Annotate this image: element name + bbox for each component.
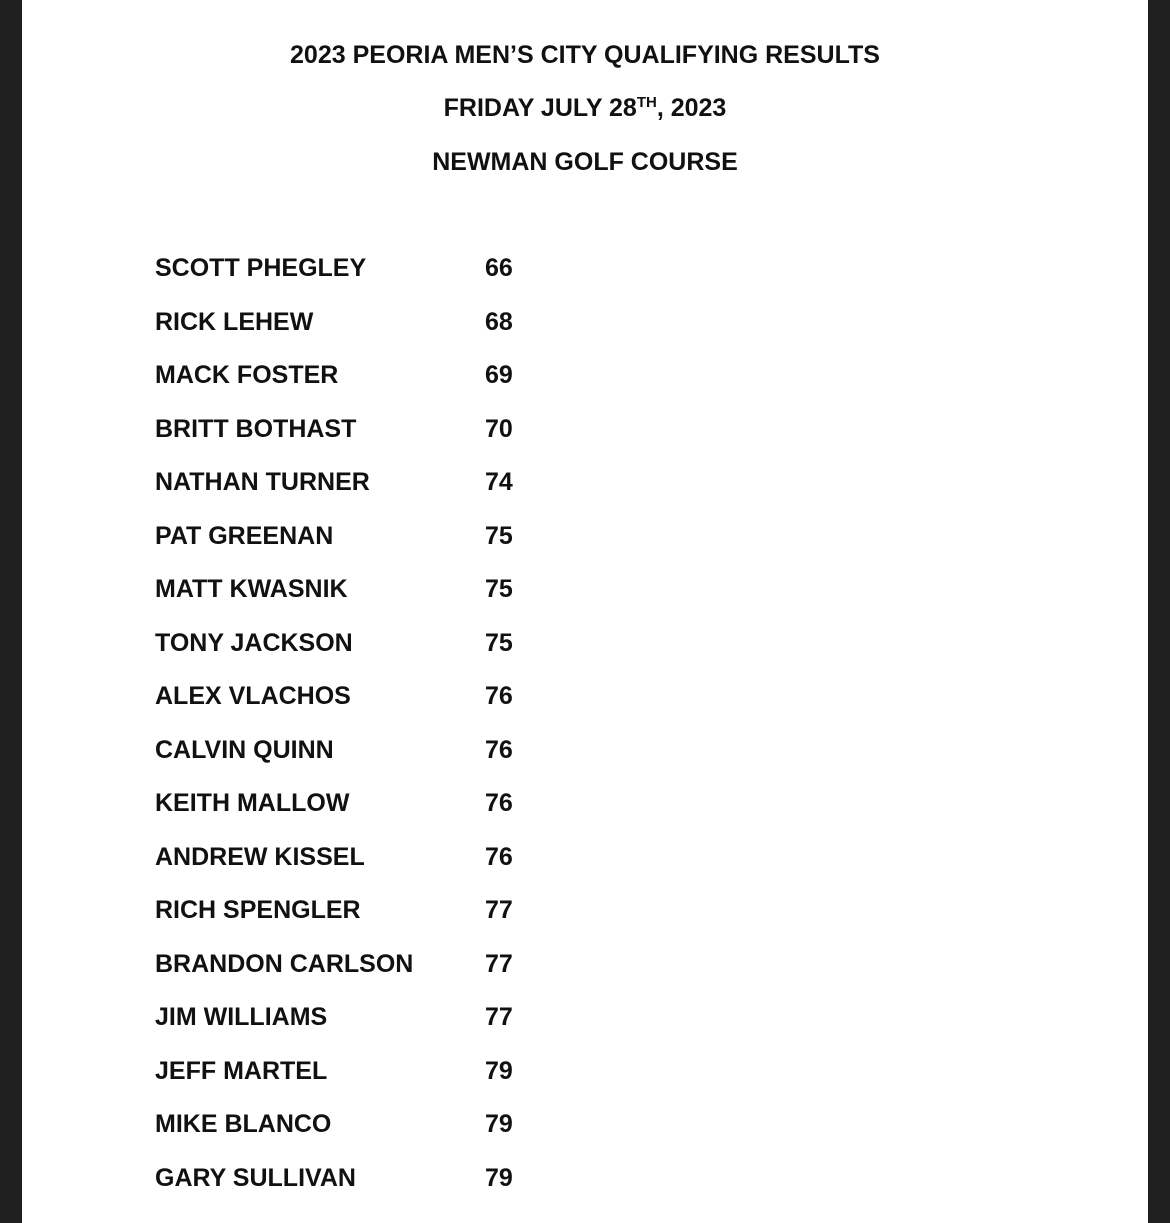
event-date-ordinal-suffix: TH bbox=[636, 94, 657, 111]
result-row bbox=[155, 681, 575, 711]
result-row bbox=[155, 1109, 575, 1139]
player-name: JIM WILLIAMS bbox=[155, 1003, 328, 1031]
player-name: SCOTT PHEGLEY bbox=[155, 254, 367, 282]
result-row bbox=[155, 949, 575, 979]
result-row bbox=[155, 735, 575, 765]
result-row bbox=[155, 788, 575, 818]
player-score: 69 bbox=[485, 361, 513, 389]
player-score: 76 bbox=[485, 682, 513, 710]
player-score: 79 bbox=[485, 1057, 513, 1085]
result-row bbox=[155, 360, 575, 390]
player-name: ALEX VLACHOS bbox=[155, 682, 351, 710]
player-name: RICH SPENGLER bbox=[155, 896, 361, 924]
venue-name: NEWMAN GOLF COURSE bbox=[432, 148, 738, 176]
player-score: 68 bbox=[485, 308, 513, 336]
player-score: 75 bbox=[485, 575, 513, 603]
result-row bbox=[155, 842, 575, 872]
player-name: MACK FOSTER bbox=[155, 361, 339, 389]
player-name: ANDREW KISSEL bbox=[155, 843, 365, 871]
result-row bbox=[155, 628, 575, 658]
player-name: NATHAN TURNER bbox=[155, 468, 370, 496]
player-name: BRITT BOTHAST bbox=[155, 415, 357, 443]
player-score: 70 bbox=[485, 415, 513, 443]
document-title: 2023 PEORIA MEN’S CITY QUALIFYING RESULTS bbox=[290, 41, 880, 69]
result-row bbox=[155, 521, 575, 551]
player-score: 79 bbox=[485, 1164, 513, 1192]
player-score: 75 bbox=[485, 629, 513, 657]
player-score: 76 bbox=[485, 789, 513, 817]
player-score: 74 bbox=[485, 468, 513, 496]
player-score: 75 bbox=[485, 522, 513, 550]
player-score: 77 bbox=[485, 950, 513, 978]
result-row bbox=[155, 574, 575, 604]
player-name: RICK LEHEW bbox=[155, 308, 314, 336]
player-score: 77 bbox=[485, 896, 513, 924]
result-row bbox=[155, 895, 575, 925]
result-row bbox=[155, 1163, 575, 1193]
result-row bbox=[155, 1002, 575, 1032]
player-score: 66 bbox=[485, 254, 513, 282]
player-score: 77 bbox=[485, 1003, 513, 1031]
player-name: PAT GREENAN bbox=[155, 522, 334, 550]
result-row bbox=[155, 467, 575, 497]
result-row bbox=[155, 307, 575, 337]
player-score: 79 bbox=[485, 1110, 513, 1138]
result-row bbox=[155, 253, 575, 283]
document-page bbox=[22, 0, 1148, 1223]
player-name: MIKE BLANCO bbox=[155, 1110, 332, 1138]
player-name: GARY SULLIVAN bbox=[155, 1164, 356, 1192]
player-name: TONY JACKSON bbox=[155, 629, 353, 657]
player-name: MATT KWASNIK bbox=[155, 575, 348, 603]
result-row bbox=[155, 414, 575, 444]
player-name: BRANDON CARLSON bbox=[155, 950, 414, 978]
player-score: 76 bbox=[485, 736, 513, 764]
player-name: CALVIN QUINN bbox=[155, 736, 334, 764]
player-name: JEFF MARTEL bbox=[155, 1057, 328, 1085]
player-name: KEITH MALLOW bbox=[155, 789, 350, 817]
results-list bbox=[22, 0, 1148, 1223]
player-score: 76 bbox=[485, 843, 513, 871]
event-date-prefix: FRIDAY JULY 28 bbox=[443, 94, 637, 122]
result-row bbox=[155, 1056, 575, 1086]
event-date-year: , 2023 bbox=[656, 94, 727, 122]
